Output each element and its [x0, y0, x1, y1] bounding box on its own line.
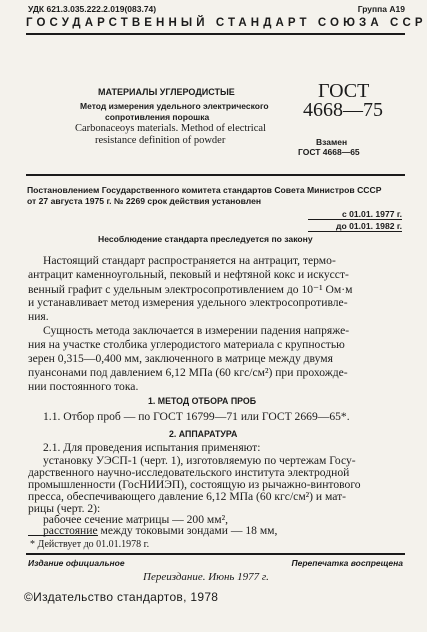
reprint-ban-note: Перепечатка воспрещена [291, 558, 403, 568]
reissue-note: Переиздание. Июнь 1977 г. [143, 571, 269, 583]
to-date-underline [308, 231, 402, 232]
section-2-line: расстояние между токовыми зондами — 18 мм, [43, 524, 278, 537]
title-divider [26, 174, 405, 176]
subtitle-line-1: Метод измерения удельного электрического [80, 101, 269, 111]
gost-label: ГОСТ [318, 80, 370, 102]
intro-line: венный графит с удельным электросопротивлением до 10⁻¹ Ом·м [28, 283, 353, 296]
intro-line: и устанавливает метод измерения удельного электросопротивле- [28, 296, 348, 309]
section-2-line: установку УЭСП-1 (черт. 1), изготовляемую по чертежам Госу- [43, 454, 356, 467]
subtitle-line-2: сопротивления порошка [105, 112, 210, 122]
header-divider [26, 33, 405, 35]
decree-line-1: Постановлением Государственного комитета стандартов Совета Министров СССР [27, 185, 382, 195]
effective-from-date: с 01.01. 1977 г. [341, 209, 402, 219]
section-1-title: 1. МЕТОД ОТБОРА ПРОБ [148, 396, 257, 406]
violation-notice: Несоблюдение стандарта преследуется по закону [98, 234, 313, 244]
english-title-line-1: Carbonaceoys materials. Method of electrical [75, 123, 266, 134]
gost-number: 4668—75 [303, 99, 383, 121]
section-2-title: 2. АППАРАТУРА [169, 429, 238, 439]
intro-line: Настоящий стандарт распространяется на антрацит, термо- [43, 254, 336, 267]
official-edition-note: Издание официальное [28, 558, 125, 568]
section-2-line: 2.1. Для проведения испытания применяют: [43, 441, 261, 454]
essence-line: пуансонами под давлением 6,12 МПа (60 кгс/см²) при прохожде- [28, 366, 348, 379]
intro-line: ния. [28, 310, 49, 323]
from-date-underline [308, 219, 402, 220]
copyright: ©Издательство стандартов, 1978 [24, 590, 219, 604]
standard-title: ГОСУДАРСТВЕННЫЙ СТАНДАРТ СОЮЗА ССР [26, 17, 427, 29]
replaces-label: Взамен [316, 137, 348, 147]
section-2-line: пресса, обеспечивающего давление 6,12 МПа (60 кгс/см²) и мат- [28, 490, 347, 503]
effective-to-date: до 01.01. 1982 г. [336, 221, 402, 231]
udk-code: УДК 621.3.035.222.2.019(083.74) [28, 4, 157, 14]
essence-line: нии постоянного тока. [28, 380, 139, 393]
essence-line: Сущность метода заключается в измерении падения напряже- [43, 324, 350, 337]
essence-line: зерен 0,315—0,400 мм, заключенного в матрице между двумя [28, 352, 333, 365]
decree-line-2: от 27 августа 1975 г. № 2269 срок действия установлен [27, 196, 262, 206]
intro-line: антрацит каменноугольный, пековый и нефтяной кокс и искусст- [28, 268, 349, 281]
essence-line: ния на участке столбика углеродистого материала с крупностью [28, 338, 345, 351]
footnote: * Действует до 01.01.1978 г. [30, 539, 150, 550]
section-2-line: дарственного научно-исследовательского института электродной [28, 466, 350, 479]
group-code: Группа А19 [357, 4, 405, 14]
replaces-value: ГОСТ 4668—65 [298, 147, 360, 157]
section-2-line: промышленности (ГосНИИЭП), состоящую из рычажно-винтового [28, 478, 361, 491]
section-2-line: рицы (черт. 2): [28, 502, 101, 515]
footer-divider [26, 553, 405, 555]
material-title: МАТЕРИАЛЫ УГЛЕРОДИСТЫЕ [98, 87, 235, 97]
english-title-line-2: resistance definition of powder [95, 135, 226, 146]
section-1-text: 1.1. Отбор проб — по ГОСТ 16799—71 или ГОСТ 2669—65*. [43, 410, 350, 423]
section-2-line: рабочее сечение матрицы — 200 мм², [43, 513, 228, 526]
